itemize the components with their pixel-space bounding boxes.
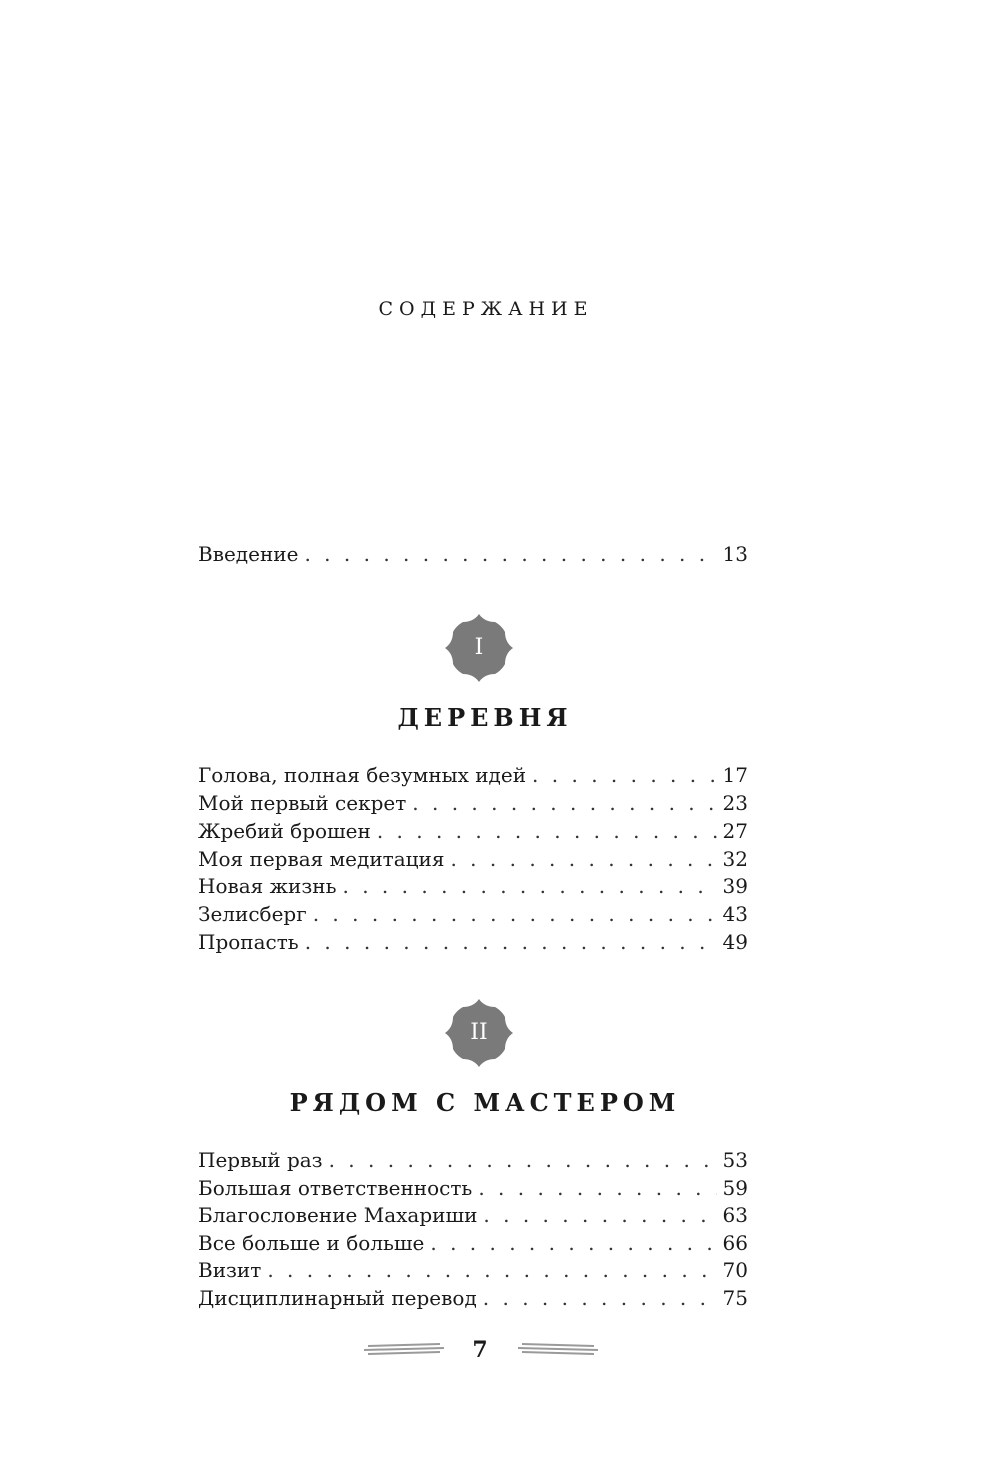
toc-entry-title: Визит (198, 1258, 262, 1282)
toc-entry[interactable] (198, 817, 748, 845)
toc-entry-page: 43 (722, 902, 748, 926)
toc-entry-title: Новая жизнь (198, 874, 337, 898)
part-title-2: РЯДОМ С МАСТЕРОМ (289, 1088, 681, 1117)
toc-entry-title: Все больше и больше (198, 1231, 425, 1255)
toc-entry-page: 39 (722, 874, 748, 898)
toc-entry[interactable] (198, 845, 748, 873)
part-badge-2 (445, 999, 513, 1067)
toc-entry[interactable] (198, 1174, 748, 1202)
toc-entry-title: Большая ответственность (198, 1176, 473, 1200)
toc-entry-page: 13 (722, 542, 748, 566)
part-title-1: ДЕРЕВНЯ (397, 703, 573, 732)
toc-entry-title: Дисциплинарный перевод (198, 1286, 477, 1310)
toc-entry[interactable] (198, 928, 748, 956)
toc-entry-page: 59 (722, 1176, 748, 1200)
page-footer (360, 1334, 600, 1366)
toc-entry[interactable] (198, 1201, 748, 1229)
dot-leader (450, 845, 716, 873)
toc-entry-page: 70 (722, 1258, 748, 1282)
toc-entry-title: Голова, полная безумных идей (198, 763, 527, 787)
dot-leader (412, 789, 716, 817)
toc-entry-page: 49 (722, 930, 748, 954)
toc-entry-title: Введение (198, 542, 299, 566)
dot-leader (313, 900, 717, 928)
toc-entry-page: 66 (722, 1231, 748, 1255)
dot-leader (478, 1174, 716, 1202)
toc-entry-page: 27 (722, 819, 748, 843)
ornament-right-icon (518, 1342, 598, 1358)
toc-entry-page: 75 (722, 1286, 748, 1310)
toc-entry-page: 23 (722, 791, 748, 815)
toc-entry[interactable] (198, 1146, 748, 1174)
dot-leader (430, 1229, 716, 1257)
toc-entry-title: Жребий брошен (198, 819, 371, 843)
toc-entry[interactable] (198, 761, 748, 789)
page-title: СОДЕРЖАНИЕ (378, 298, 594, 320)
toc-entry-title: Зелисберг (198, 902, 307, 926)
toc-entry-title: Благословение Махариши (198, 1203, 478, 1227)
toc-entry-page: 63 (722, 1203, 748, 1227)
toc-entry-page: 53 (722, 1148, 748, 1172)
toc-entry[interactable] (198, 789, 748, 817)
dot-leader (483, 1201, 716, 1229)
dot-leader (483, 1284, 717, 1312)
toc-entry-page: 17 (722, 763, 748, 787)
toc-entry-title: Первый раз (198, 1148, 323, 1172)
dot-leader (267, 1256, 716, 1284)
toc-entry-title: Моя первая медитация (198, 847, 445, 871)
toc-entry-intro[interactable] (198, 540, 748, 568)
part-numeral: II (470, 1020, 488, 1045)
part-badge-1 (445, 614, 513, 682)
dot-leader (343, 872, 717, 900)
dot-leader (305, 928, 717, 956)
dot-leader (532, 761, 717, 789)
page-number: 7 (472, 1337, 488, 1363)
dot-leader (304, 540, 716, 568)
toc-entry[interactable] (198, 1229, 748, 1257)
toc-entry-title: Пропасть (198, 930, 299, 954)
toc-entry[interactable] (198, 900, 748, 928)
toc-entry[interactable] (198, 1256, 748, 1284)
toc-entry-title: Мой первый секрет (198, 791, 407, 815)
toc-entry-page: 32 (722, 847, 748, 871)
dot-leader (377, 817, 717, 845)
dot-leader (329, 1146, 717, 1174)
part-numeral: I (474, 635, 484, 660)
toc-entry[interactable] (198, 1284, 748, 1312)
toc-entry[interactable] (198, 872, 748, 900)
